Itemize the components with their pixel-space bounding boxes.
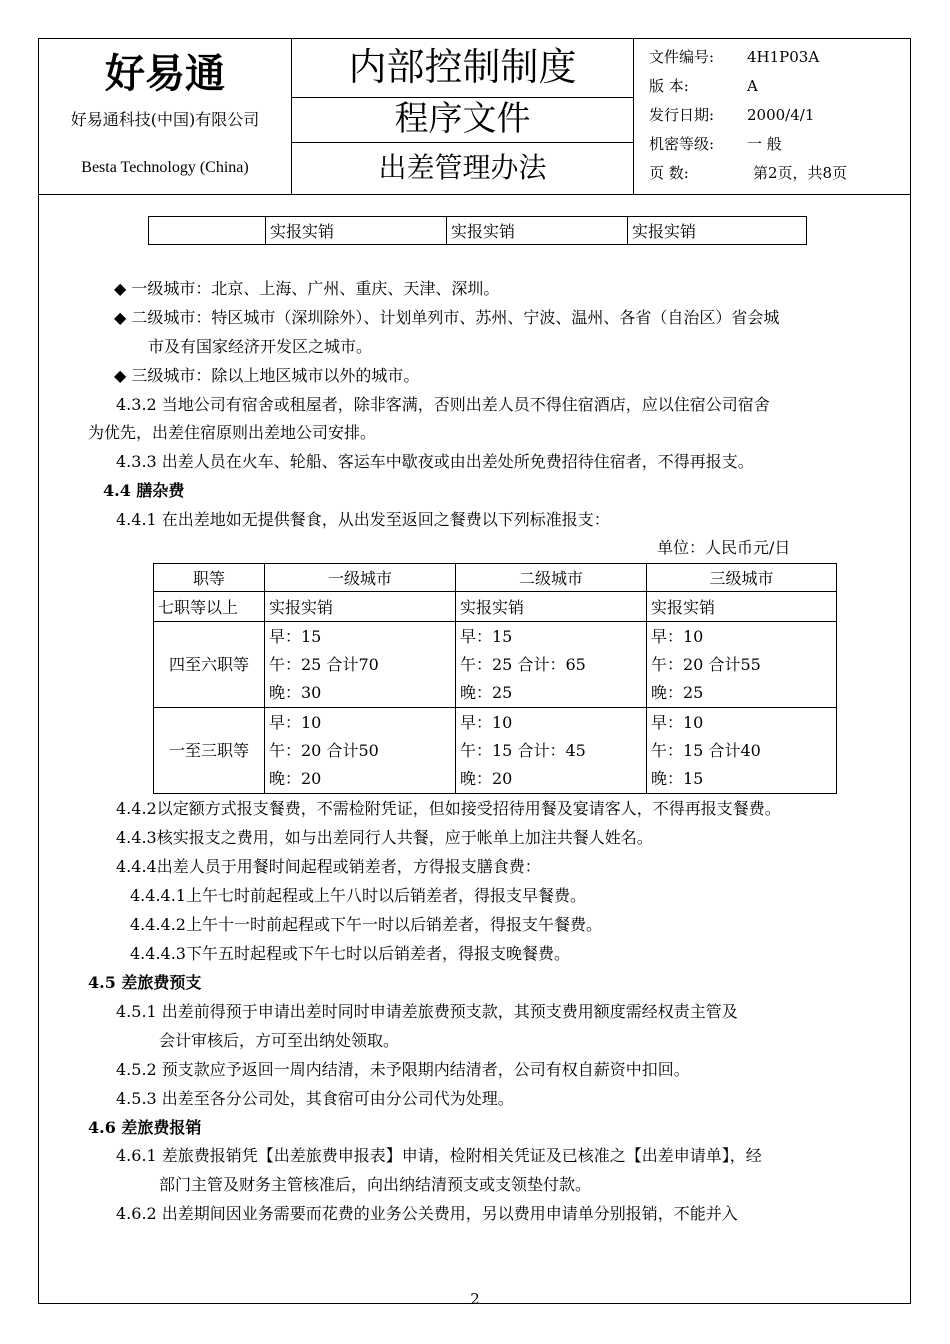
meta-pages: 页 数: 第2页，共8页	[649, 164, 848, 182]
meta-doc-no: 文件编号: 4H1P03A	[649, 48, 820, 66]
document-header	[38, 38, 911, 195]
paragraph: 会计审核后，方可至出纳处领取。	[159, 1031, 400, 1050]
paragraph: 4.4.2以定额方式报支餐费，不需检附凭证，但如接受招待用餐及宴请客人，不得再报支餐费。	[116, 799, 781, 818]
grade-cell: 七职等以上	[154, 592, 265, 622]
table-header-cell: 职等	[154, 564, 265, 592]
value-cell: 实报实销	[647, 592, 837, 622]
value-cell: 早：15 午：25 合计70 晚：30	[265, 622, 456, 708]
table-row	[154, 592, 837, 622]
table-row	[154, 622, 837, 708]
table-header-cell: 二级城市	[456, 564, 647, 592]
paragraph: 部门主管及财务主管核准后，向出纳结清预支或支领垫付款。	[159, 1175, 592, 1194]
top-table-cell: 实报实销	[447, 217, 628, 245]
paragraph: 4.4.3核实报支之费用，如与出差同行人共餐，应于帐单上加注共餐人姓名。	[116, 828, 653, 847]
value-cell: 实报实销	[265, 592, 456, 622]
bullet-item: ◆ 三级城市：除以上地区城市以外的城市。	[114, 366, 420, 385]
value-cell: 早：10 午：15 合计40 晚：15	[647, 708, 837, 794]
section-heading: 4.4 膳杂费	[103, 481, 185, 500]
company-logo: 好易通	[105, 51, 225, 97]
value-cell: 早：10 午：20 合计55 晚：25	[647, 622, 837, 708]
paragraph: 4.5.2 预支款应予返回一周内结清，未予限期内结清者，公司有权自薪资中扣回。	[116, 1060, 690, 1079]
paragraph: 4.3.2 当地公司有宿舍或租屋者，除非客满，否则出差人员不得住宿酒店，应以住宿公司宿舍	[116, 395, 770, 414]
section-heading: 4.6 差旅费报销	[88, 1118, 202, 1137]
paragraph: 4.6.1 差旅费报销凭【出差旅费申报表】申请，检附相关凭证及已核准之【出差申请单】，经	[116, 1146, 762, 1165]
document-title: 出差管理办法	[378, 151, 547, 184]
table-row	[154, 708, 837, 794]
meta-secret: 机密等级: 一 般	[649, 135, 782, 153]
unit-label: 单位：人民币元/日	[657, 538, 791, 557]
paragraph: 4.5.3 出差至各分公司处，其食宿可由分公司代为处理。	[116, 1089, 514, 1108]
meta-version: 版 本: A	[649, 77, 758, 95]
paragraph: 4.3.3 出差人员在火车、轮船、客运车中歇夜或由出差处所免费招待住宿者，不得再报支。	[116, 452, 754, 471]
meal-table	[153, 563, 837, 794]
title-cell	[292, 38, 634, 194]
section-heading: 4.5 差旅费预支	[88, 973, 202, 992]
paragraph: 4.5.1 出差前得预于申请出差时同时申请差旅费预支款，其预支费用额度需经权责主管及	[116, 1002, 738, 1021]
value-cell: 早：10 午：15 合计：45 晚：20	[456, 708, 647, 794]
table-header-cell: 一级城市	[265, 564, 456, 592]
title-sub: 程序文件	[292, 97, 633, 143]
grade-cell: 四至六职等	[154, 622, 265, 708]
bullet-item-continued: 市及有国家经济开发区之城市。	[148, 337, 373, 356]
top-table	[148, 216, 807, 245]
meta-issue-date: 发行日期: 2000/4/1	[649, 106, 815, 124]
grade-cell: 一至三职等	[154, 708, 265, 794]
paragraph: 4.4.4出差人员于用餐时间起程或销差者，方得报支膳食费：	[116, 857, 541, 876]
bullet-item: ◆ 二级城市：特区城市（深圳除外）、计划单列市、苏州、宁波、温州、各省（自治区）省会城	[114, 308, 780, 327]
paragraph: 4.4.1 在出差地如无提供餐食，从出发至返回之餐费以下列标准报支：	[116, 510, 610, 529]
paragraph: 4.6.2 出差期间因业务需要而花费的业务公关费用，另以费用申请单分别报销，不能并入	[116, 1204, 738, 1223]
top-table-cell: 实报实销	[628, 217, 807, 245]
table-header-row	[154, 564, 837, 592]
value-cell: 早：10 午：20 合计50 晚：20	[265, 708, 456, 794]
company-cell	[38, 38, 292, 194]
page-number: 2	[470, 1290, 480, 1308]
top-table-cell: 实报实销	[266, 217, 447, 245]
paragraph: 4.4.4.3下午五时起程或下午七时以后销差者，得报支晚餐费。	[130, 944, 570, 963]
value-cell: 早：15 午：25 合计：65 晚：25	[456, 622, 647, 708]
table-header-cell: 三级城市	[647, 564, 837, 592]
paragraph: 4.4.4.2上午十一时前起程或下午一时以后销差者，得报支午餐费。	[130, 915, 602, 934]
title-main: 内部控制制度	[292, 38, 633, 98]
company-name-en: Besta Technology (China)	[81, 159, 249, 176]
top-table-cell	[149, 217, 266, 245]
paragraph: 4.4.4.1上午七时前起程或上午八时以后销差者，得报支早餐费。	[130, 886, 586, 905]
value-cell: 实报实销	[456, 592, 647, 622]
bullet-item: ◆ 一级城市：北京、上海、广州、重庆、天津、深圳。	[114, 279, 500, 298]
company-name-cn: 好易通科技(中国)有限公司	[70, 110, 260, 129]
meta-block	[649, 43, 909, 188]
paragraph: 为优先，出差住宿原则出差地公司安排。	[88, 423, 377, 442]
